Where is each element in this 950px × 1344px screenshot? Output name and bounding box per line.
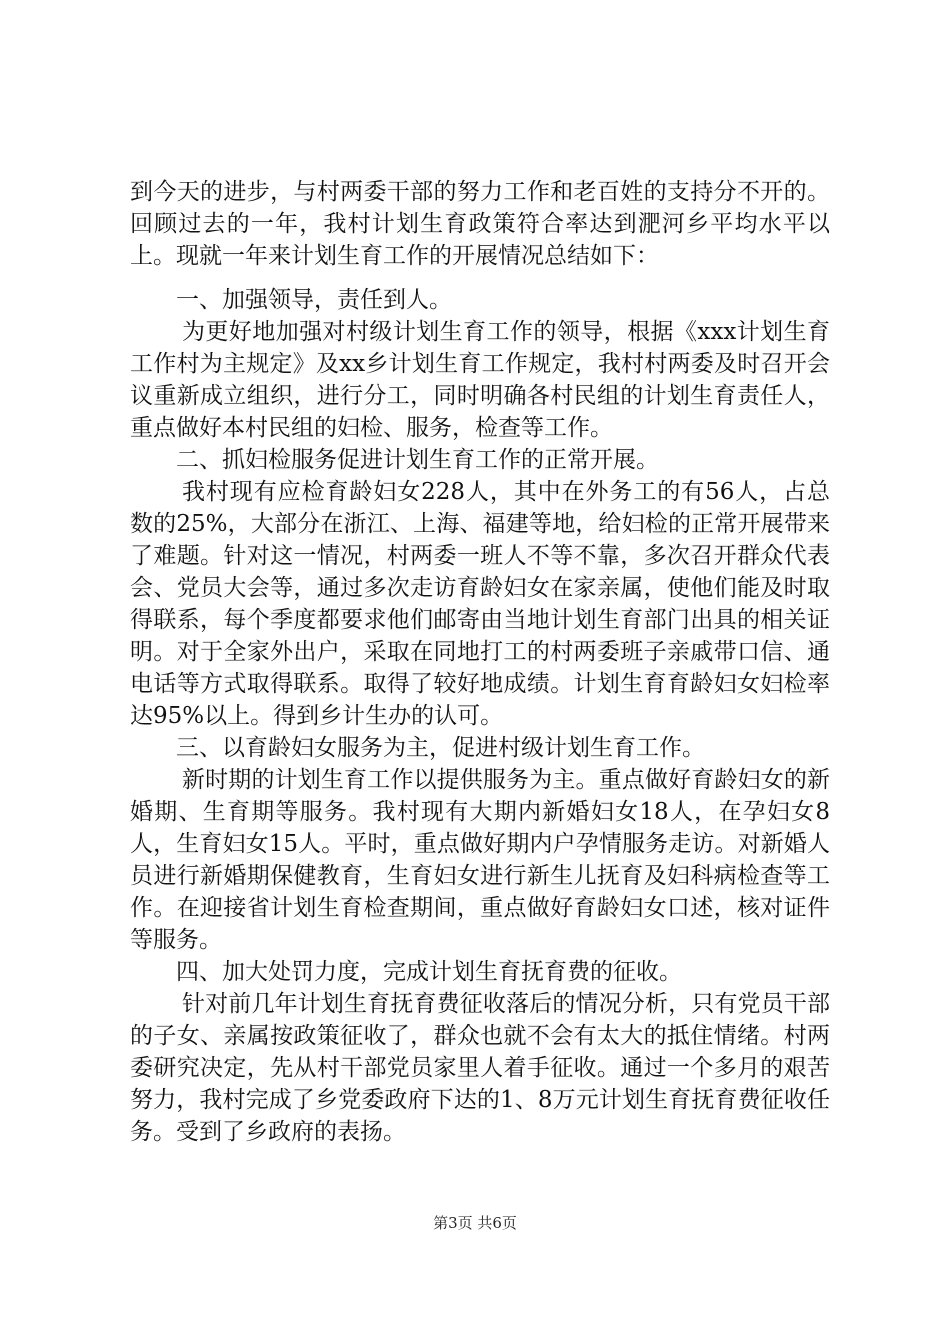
section-body-1: 为更好地加强对村级计划生育工作的领导，根据《xxx计划生育工作村为主规定》及xx乡计划生育工作规定，我村村两委及时召开会议重新成立组织，进行分工，同时明确各村民组的计划生育责任人，重点做好本村民组的妇检、服务，检查等工作。 [130,319,830,441]
page-number-footer: 第3页 共6页 [433,1214,517,1232]
section-heading-3: 三、以育龄妇女服务为主，促进村级计划生育工作。 [176,735,705,761]
section-heading-4: 四、加大处罚力度，完成计划生育抚育费的征收。 [176,959,682,985]
section-body-4: 针对前几年计划生育抚育费征收落后的情况分析，只有党员干部的子女、亲属按政策征收了，群众也就不会有太大的抵住情绪。村两委研究决定，先从村干部党员家里人着手征收。通过一个多月的艰苦努力，我村完成了乡党委政府下达的1、8万元计划生育抚育费征收任务。受到了乡政府的表扬。 [130,991,830,1145]
section-heading-2: 二、抓妇检服务促进计划生育工作的正常开展。 [176,447,659,473]
intro-paragraph: 到今天的进步，与村两委干部的努力工作和老百姓的支持分不开的。回顾过去的一年，我村计划生育政策符合率达到淝河乡平均水平以上。现就一年来计划生育工作的开展情况总结如下： [130,179,830,269]
section-heading-1: 一、加强领导，责任到人。 [176,287,452,313]
document-body [130,176,830,1148]
section-body-2: 我村现有应检育龄妇女228人，其中在外务工的有56人，占总数的25%，大部分在浙江、上海、福建等地，给妇检的正常开展带来了难题。针对这一情况，村两委一班人不等不靠，多次召开群众代表会、党员大会等，通过多次走访育龄妇女在家亲属，使他们能及时取得联系，每个季度都要求他们邮寄由当地计划生育部门出具的相关证明。对于全家外出户，采取在同地打工的村两委班子亲戚带口信、通电话等方式取得联系。取得了较好地成绩。计划生育育龄妇女妇检率达95%以上。得到乡计生办的认可。 [130,479,830,729]
section-body-3: 新时期的计划生育工作以提供服务为主。重点做好育龄妇女的新婚期、生育期等服务。我村现有大期内新婚妇女18人，在孕妇女8人，生育妇女15人。平时，重点做好期内户孕情服务走访。对新婚人员进行新婚期保健教育，生育妇女进行新生儿抚育及妇科病检查等工作。在迎接省计划生育检查期间，重点做好育龄妇女口述，核对证件等服务。 [130,767,830,953]
